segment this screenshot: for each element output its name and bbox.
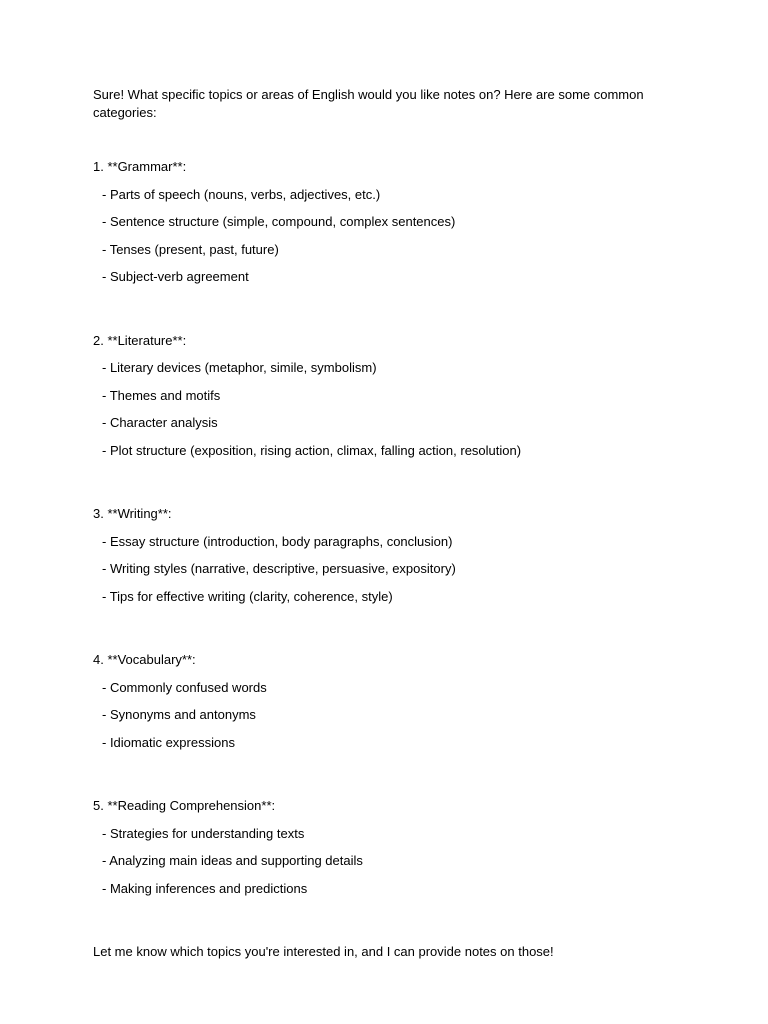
- document-page: [93, 86, 673, 974]
- section-heading: 2. **Literature**:: [93, 332, 187, 348]
- list-item: - Analyzing main ideas and supporting details: [102, 853, 363, 868]
- list-item: - Synonyms and antonyms: [102, 707, 256, 722]
- section-heading: 3. **Writing**:: [93, 506, 172, 521]
- list-item: - Plot structure (exposition, rising action, climax, falling action, resolution): [102, 442, 522, 458]
- list-item: - Literary devices (metaphor, simile, symbolism): [102, 360, 377, 375]
- list-item: - Subject-verb agreement: [102, 269, 249, 284]
- section-writing: [93, 505, 673, 615]
- list-item: - Parts of speech (nouns, verbs, adjectives, etc.): [102, 186, 381, 202]
- intro-paragraph: Sure! What specific topics or areas of English would you like notes on? Here are some common categories:: [93, 87, 644, 120]
- section-vocabulary: [93, 651, 673, 761]
- section-heading: 5. **Reading Comprehension**:: [93, 798, 276, 813]
- list-item: - Character analysis: [102, 415, 218, 430]
- list-item: - Making inferences and predictions: [102, 880, 308, 896]
- section-heading: 1. **Grammar**:: [93, 159, 187, 174]
- section-grammar: [93, 158, 673, 296]
- list-item: - Writing styles (narrative, descriptive, persuasive, expository): [102, 561, 456, 576]
- section-literature: [93, 332, 673, 470]
- list-item: - Sentence structure (simple, compound, complex sentences): [102, 214, 456, 229]
- list-item: - Tenses (present, past, future): [102, 241, 279, 257]
- closing-paragraph: Let me know which topics you're interested in, and I can provide notes on those!: [93, 944, 554, 959]
- list-item: - Strategies for understanding texts: [102, 825, 305, 841]
- list-item: - Essay structure (introduction, body paragraphs, conclusion): [102, 533, 453, 549]
- section-heading: 4. **Vocabulary**:: [93, 652, 196, 667]
- section-reading-comprehension: [93, 797, 673, 907]
- list-item: - Tips for effective writing (clarity, coherence, style): [102, 588, 393, 604]
- list-item: - Idiomatic expressions: [102, 734, 235, 750]
- list-item: - Themes and motifs: [102, 387, 221, 403]
- list-item: - Commonly confused words: [102, 679, 267, 695]
